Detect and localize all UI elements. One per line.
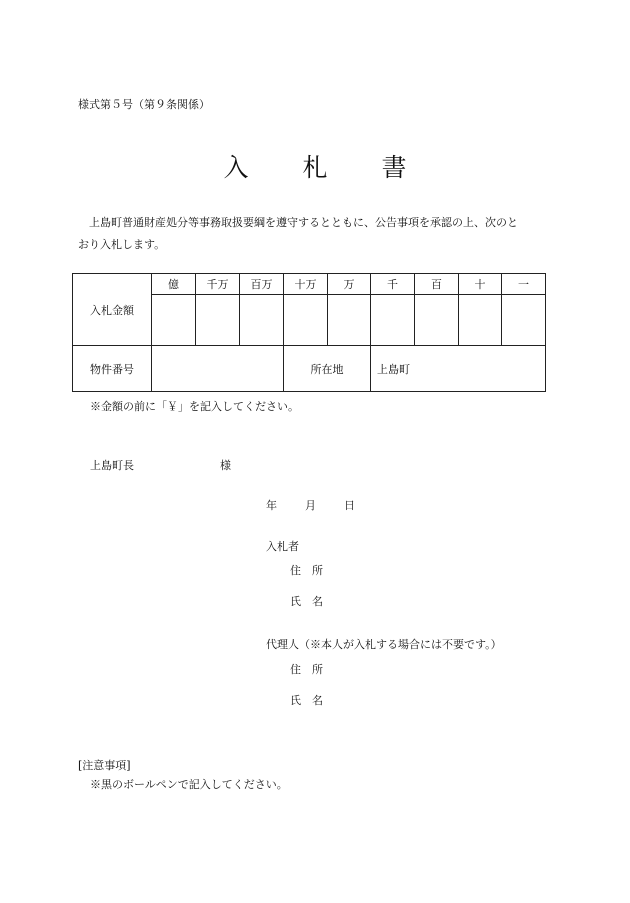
digit-header-man: 万: [328, 274, 371, 295]
date-year-label: 年: [266, 499, 277, 512]
location-label: 所在地: [284, 346, 371, 392]
amount-cell-oku[interactable]: [152, 295, 196, 346]
bidder-name-label: 氏 名: [290, 595, 323, 608]
amount-label: 入札金額: [73, 274, 152, 346]
bidder-address-label: 住 所: [290, 564, 323, 577]
intro-line-2: おり入札します。: [78, 238, 166, 251]
digit-header-juman: 十万: [284, 274, 328, 295]
amount-cell-man[interactable]: [328, 295, 371, 346]
amount-cell-hyaku[interactable]: [415, 295, 459, 346]
digit-header-hyakuman: 百万: [240, 274, 284, 295]
bid-table: [72, 273, 546, 392]
date-line: [266, 497, 383, 513]
location-field[interactable]: 上島町: [371, 346, 546, 392]
caution-heading: [注意事項]: [78, 759, 131, 772]
date-day-label: 日: [344, 499, 355, 512]
title-char-3: 書: [381, 153, 407, 182]
amount-cell-sen[interactable]: [371, 295, 415, 346]
intro-line-1: 上島町普通財産処分等事務取扱要綱を遵守するとともに、公告事項を承認の上、次のと: [89, 216, 518, 229]
digit-header-ichi: 一: [502, 274, 546, 295]
property-number-label: 物件番号: [73, 346, 152, 392]
amount-cell-hyakuman[interactable]: [240, 295, 284, 346]
honorific: 様: [220, 459, 231, 472]
digit-header-senman: 千万: [196, 274, 240, 295]
date-month-label: 月: [305, 499, 316, 512]
agent-label: 代理人（※本人が入札する場合には不要です。）: [266, 638, 502, 651]
document-title: [0, 148, 630, 184]
agent-name-label: 氏 名: [290, 694, 323, 707]
digit-header-hyaku: 百: [415, 274, 459, 295]
addressee: 上島町長: [90, 459, 134, 472]
title-char-2: 札: [302, 153, 328, 182]
title-char-1: 入: [223, 153, 249, 182]
digit-header-oku: 億: [152, 274, 196, 295]
amount-note: ※金額の前に「￥」を記入してください。: [90, 400, 299, 413]
digit-header-ju: 十: [459, 274, 502, 295]
amount-cell-senman[interactable]: [196, 295, 240, 346]
digit-header-sen: 千: [371, 274, 415, 295]
bidder-label: 入札者: [266, 540, 299, 553]
amount-cell-ichi[interactable]: [502, 295, 546, 346]
caution-item: ※黒のボールペンで記入してください。: [90, 778, 288, 791]
amount-cell-juman[interactable]: [284, 295, 328, 346]
property-number-field[interactable]: [152, 346, 284, 392]
form-number: 様式第５号（第９条関係）: [78, 98, 210, 111]
intro-paragraph: [78, 212, 558, 256]
agent-address-label: 住 所: [290, 663, 323, 676]
amount-cell-ju[interactable]: [459, 295, 502, 346]
